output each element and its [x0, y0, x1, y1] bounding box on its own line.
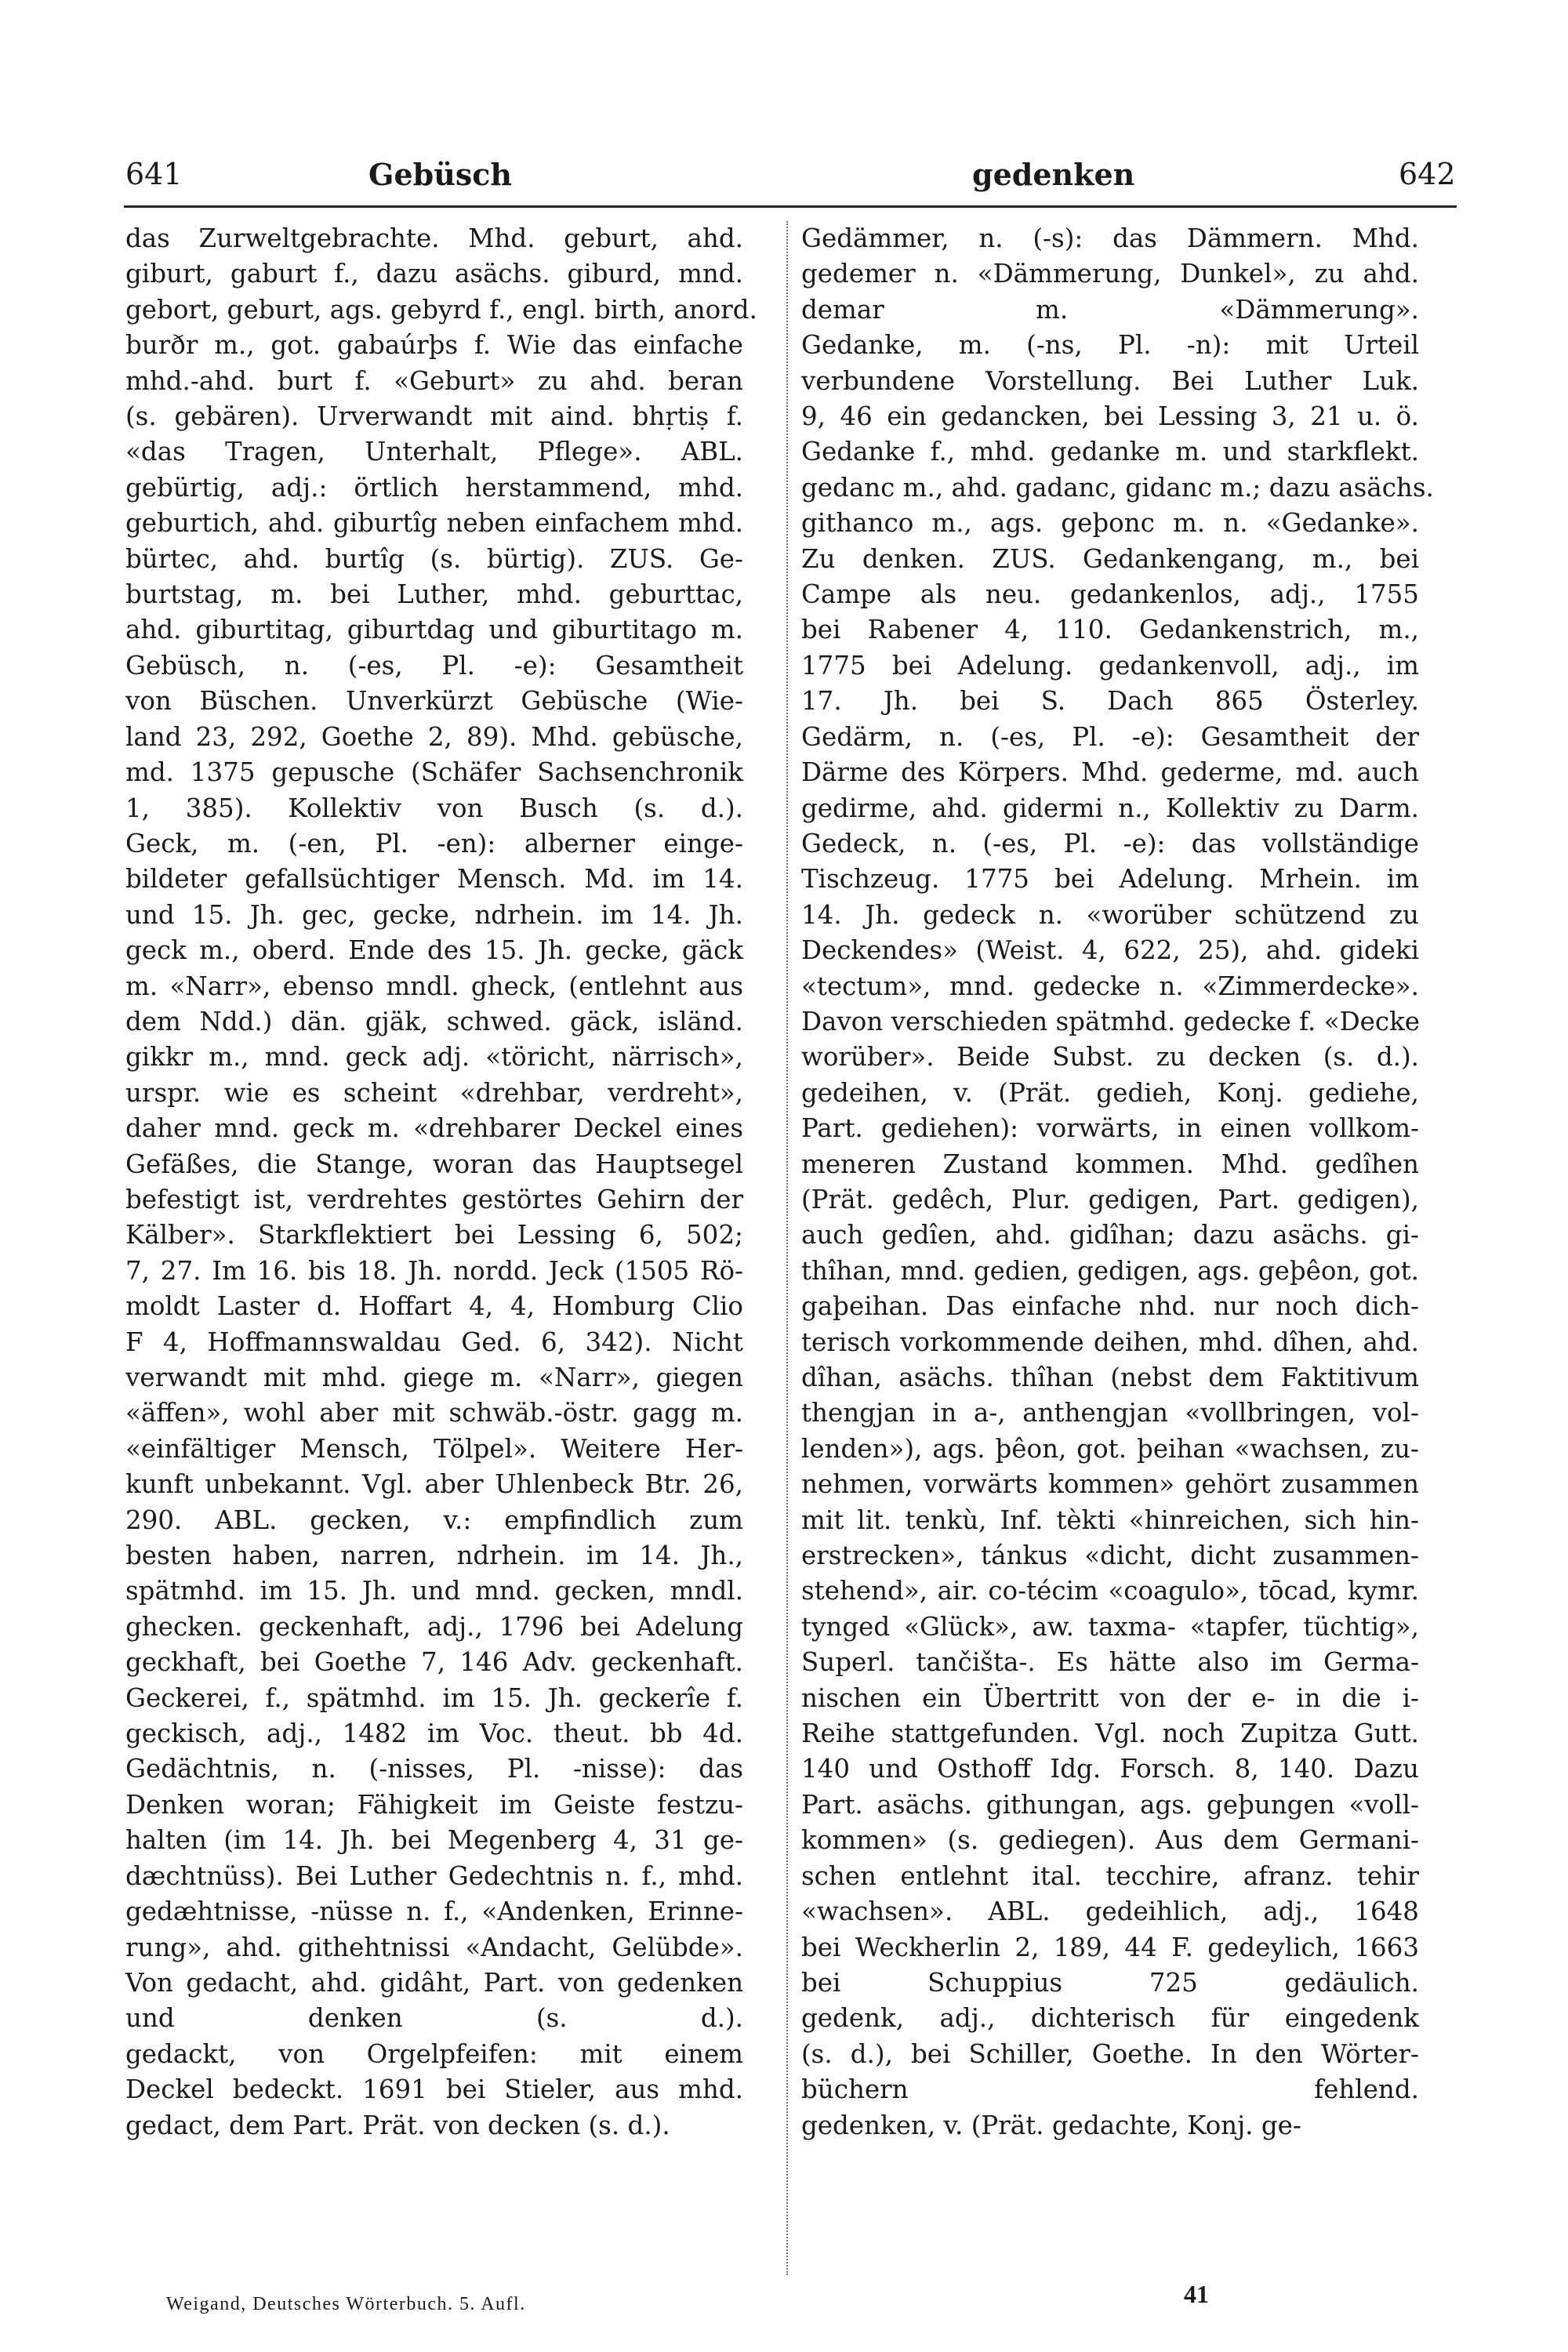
text-line: md. 1375 gepusche (Schäfer Sachsenchronik	[125, 757, 743, 788]
text-line: Geck, m. (-en, Pl. -en): alberner einge-	[125, 828, 743, 858]
text-line: Deckendes» (Weist. 4, 622, 25), ahd. gideki	[801, 935, 1419, 966]
footer-source: Weigand, Deutsches Wörterbuch. 5. Aufl.	[166, 2294, 526, 2314]
text-line: gedenk, adj., dichterisch für eingedenk	[801, 2003, 1419, 2034]
right-page-number: 642	[1399, 157, 1456, 191]
text-line: 290. ABL. gecken, v.: empfindlich zum	[125, 1504, 743, 1535]
text-line: «tectum», mnd. gedecke n. «Zimmerdecke».	[801, 971, 1419, 1001]
text-line: Gedanke, m. (-ns, Pl. -n): mit Urteil	[801, 330, 1419, 361]
text-line: Denken woran; Fähigkeit im Geiste festzu-	[125, 1789, 743, 1820]
left-page-number: 641	[125, 157, 183, 191]
text-line: dæchtnüss). Bei Luther Gedechtnis n. f., mhd.	[125, 1860, 743, 1891]
text-line: mit lit. tenkù, Inf. tèkti «hinreichen, sich hin-	[801, 1504, 1419, 1535]
text-line: urspr. wie es scheint «drehbar, verdreht»,	[125, 1077, 743, 1108]
text-line: Davon verschieden spätmhd. gedecke f. «Decke	[801, 1006, 1420, 1036]
text-line: nehmen, vorwärts kommen» gehört zusammen	[801, 1469, 1419, 1500]
text-line: giburt, gaburt f., dazu asächs. giburd, mnd.	[125, 259, 743, 289]
text-line: gebürtig, adj.: örtlich herstammend, mhd.	[125, 472, 743, 503]
header-rule	[124, 205, 1457, 208]
text-line: Gedeck, n. (-es, Pl. -e): das vollständige	[801, 828, 1419, 858]
text-line: geckisch, adj., 1482 im Voc. theut. bb 4d.	[125, 1719, 743, 1749]
text-line: «das Tragen, Unterhalt, Pflege». ABL.	[125, 437, 743, 467]
text-line: Kälber». Starkflektiert bei Lessing 6, 502;	[125, 1220, 743, 1250]
text-line: Gedärm, n. (-es, Pl. -e): Gesamtheit der	[801, 721, 1419, 752]
text-line: halten (im 14. Jh. bei Megenberg 4, 31 ge-	[125, 1825, 743, 1856]
text-line: (s. d.), bei Schiller, Goethe. In den Wörter-	[801, 2038, 1419, 2069]
text-line: bei Weckherlin 2, 189, 44 F. gedeylich, 1663	[801, 1932, 1419, 1962]
text-line: ahd. giburtitag, giburtdag und giburtitago m.	[125, 615, 743, 645]
text-line: lenden»), ags. þêon, got. þeihan «wachsen, zu-	[801, 1433, 1419, 1464]
text-line: «einfältiger Mensch, Tölpel». Weitere Her-	[125, 1433, 743, 1464]
text-line: Von gedacht, ahd. gidâht, Part. von gedenken	[125, 1967, 743, 1998]
text-line: geck m., oberd. Ende des 15. Jh. gecke, gäck	[125, 935, 743, 966]
text-line: gedirme, ahd. gidermi n., Kollektiv zu Darm.	[801, 793, 1419, 823]
text-line: githanco m., ags. geþonc m. n. «Gedanke».	[801, 508, 1419, 539]
text-line: gebort, geburt, ags. gebyrd f., engl. birth, anord.	[125, 294, 757, 325]
text-line: 17. Jh. bei S. Dach 865 Österley.	[801, 686, 1419, 717]
text-line: schen entlehnt ital. tecchire, afranz. tehir	[801, 1860, 1419, 1891]
text-line: meneren Zustand kommen. Mhd. gedîhen	[801, 1149, 1419, 1179]
signature-mark: 41	[1184, 2280, 1209, 2308]
text-line: terisch vorkommende deihen, mhd. dîhen, ahd.	[801, 1327, 1419, 1357]
text-line: bildeter gefallsüchtiger Mensch. Md. im 14.	[125, 864, 743, 895]
text-line: nischen ein Übertritt von der e- in die i-	[801, 1682, 1419, 1713]
text-line: Därme des Körpers. Mhd. gederme, md. auch	[801, 757, 1419, 788]
text-line: (Prät. gedêch, Plur. gedigen, Part. gedigen),	[801, 1184, 1419, 1214]
text-line: das Zurweltgebrachte. Mhd. geburt, ahd.	[125, 223, 743, 253]
text-line: gedact, dem Part. Prät. von decken (s. d.).	[125, 2110, 670, 2140]
text-line: gedackt, von Orgelpfeifen: mit einem	[125, 2038, 743, 2069]
text-line: Campe als neu. gedankenlos, adj., 1755	[801, 579, 1419, 610]
column-separator	[786, 221, 788, 2275]
text-line: thîhan, mnd. gedien, gedigen, ags. geþêon, got.	[801, 1255, 1419, 1286]
text-line: Zu denken. ZUS. Gedankengang, m., bei	[801, 543, 1419, 574]
text-line: Superl. tančišta-. Es hätte also im Germa-	[801, 1647, 1419, 1678]
text-line: bei Schuppius 725 gedäulich.	[801, 1967, 1419, 1998]
text-line: gedanc m., ahd. gadanc, gidanc m.; dazu asächs.	[801, 472, 1434, 503]
text-line: kunft unbekannt. Vgl. aber Uhlenbeck Btr. 26,	[125, 1469, 743, 1500]
text-line: F 4, Hoffmannswaldau Ged. 6, 342). Nicht	[125, 1327, 743, 1357]
text-line: burðr m., got. gabaúrþs f. Wie das einfache	[125, 330, 743, 361]
text-line: geckhaft, bei Goethe 7, 146 Adv. geckenhaft.	[125, 1647, 743, 1678]
text-line: 1, 385). Kollektiv von Busch (s. d.).	[125, 793, 743, 823]
text-line: gikkr m., mnd. geck adj. «töricht, närrisch»,	[125, 1042, 743, 1073]
text-line: «äffen», wohl aber mit schwäb.-östr. gagg m.	[125, 1398, 743, 1428]
text-line: 140 und Osthoff Idg. Forsch. 8, 140. Dazu	[801, 1754, 1419, 1784]
text-line: Gebüsch, n. (-es, Pl. -e): Gesamtheit	[125, 650, 743, 681]
text-line: Reihe stattgefunden. Vgl. noch Zupitza Gutt.	[801, 1719, 1419, 1749]
text-line: Part. gediehen): vorwärts, in einen vollkom-	[801, 1113, 1419, 1144]
text-line: spätmhd. im 15. Jh. und mnd. gecken, mndl.	[125, 1576, 743, 1606]
text-line: m. «Narr», ebenso mndl. gheck, (entlehnt aus	[125, 971, 743, 1001]
text-line: demar m. «Dämmerung».	[801, 294, 1419, 325]
text-line: gedenken, v. (Prät. gedachte, Konj. ge-	[801, 2110, 1301, 2140]
text-line: (s. gebären). Urverwandt mit aind. bhṛtiṣ f.	[125, 401, 743, 432]
text-line: dem Ndd.) dän. gjäk, schwed. gäck, isländ.	[125, 1006, 743, 1036]
text-line: büchern fehlend.	[801, 2074, 1419, 2105]
text-line: gedæhtnisse, -nüsse n. f., «Andenken, Erinne-	[125, 1896, 743, 1927]
text-line: Gedämmer, n. (-s): das Dämmern. Mhd.	[801, 223, 1419, 253]
text-line: worüber». Beide Subst. zu decken (s. d.).	[801, 1042, 1419, 1073]
right-column	[801, 221, 1434, 2143]
text-line: erstrecken», tánkus «dicht, dicht zusammen-	[801, 1541, 1419, 1571]
text-line: bei Rabener 4, 110. Gedankenstrich, m.,	[801, 615, 1419, 645]
text-line: Geckerei, f., spätmhd. im 15. Jh. geckerîe f.	[125, 1682, 743, 1713]
text-line: 7, 27. Im 16. bis 18. Jh. nordd. Jeck (1505 Rö-	[125, 1255, 743, 1286]
left-column	[125, 221, 757, 2143]
text-line: Part. asächs. githungan, ags. geþungen «voll-	[801, 1789, 1419, 1820]
text-line: besten haben, narren, ndrhein. im 14. Jh.,	[125, 1541, 743, 1571]
text-line: Deckel bedeckt. 1691 bei Stieler, aus mhd.	[125, 2074, 743, 2105]
text-line: befestigt ist, verdrehtes gestörtes Gehirn der	[125, 1184, 743, 1214]
text-line: Tischzeug. 1775 bei Adelung. Mrhein. im	[801, 864, 1419, 895]
text-line: und 15. Jh. gec, gecke, ndrhein. im 14. Jh.	[125, 899, 743, 930]
text-line: kommen» (s. gediegen). Aus dem Germani-	[801, 1825, 1419, 1856]
text-line: burtstag, m. bei Luther, mhd. geburttac,	[125, 579, 743, 610]
text-line: bürtec, ahd. burtîg (s. bürtig). ZUS. Ge-	[125, 543, 743, 574]
text-line: gedemer n. «Dämmerung, Dunkel», zu ahd.	[801, 259, 1419, 289]
text-line: mhd.-ahd. burt f. «Geburt» zu ahd. beran	[125, 365, 743, 396]
text-line: ghecken. geckenhaft, adj., 1796 bei Adelung	[125, 1611, 743, 1642]
text-line: land 23, 292, Goethe 2, 89). Mhd. gebüsche,	[125, 721, 743, 752]
text-line: Gefäßes, die Stange, woran das Hauptsegel	[125, 1149, 743, 1179]
right-catchword: gedenken	[972, 157, 1135, 192]
text-line: von Büschen. Unverkürzt Gebüsche (Wie-	[125, 686, 743, 717]
text-line: verbundene Vorstellung. Bei Luther Luk.	[801, 365, 1419, 396]
text-line: «wachsen». ABL. gedeihlich, adj., 1648	[801, 1896, 1419, 1927]
text-line: Gedächtnis, n. (-nisses, Pl. -nisse): das	[125, 1754, 743, 1784]
text-line: gedeihen, v. (Prät. gedieh, Konj. gediehe,	[801, 1077, 1419, 1108]
left-catchword: Gebüsch	[368, 157, 512, 192]
text-line: rung», ahd. githehtnissi «Andacht, Gelübde».	[125, 1932, 743, 1962]
text-line: stehend», air. co-técim «coagulo», tōcad, kymr.	[801, 1576, 1419, 1606]
text-line: Gedanke f., mhd. gedanke m. und starkflekt.	[801, 437, 1419, 467]
text-line: dîhan, asächs. thîhan (nebst dem Faktitivum	[801, 1363, 1419, 1392]
text-line: tynged «Glück», aw. taxma- «tapfer, tüchtig»,	[801, 1611, 1419, 1642]
text-line: moldt Laster d. Hoffart 4, 4, Homburg Clio	[125, 1291, 743, 1322]
text-line: auch gedîen, ahd. gidîhan; dazu asächs. gi-	[801, 1220, 1419, 1250]
text-line: gaþeihan. Das einfache nhd. nur noch dich-	[801, 1291, 1419, 1322]
text-line: 1775 bei Adelung. gedankenvoll, adj., im	[801, 650, 1419, 681]
text-line: 14. Jh. gedeck n. «worüber schützend zu	[801, 899, 1419, 930]
text-line: verwandt mit mhd. giege m. «Narr», giegen	[125, 1363, 743, 1392]
text-line: thengjan in a-, anthengjan «vollbringen, vol-	[801, 1398, 1419, 1428]
text-line: geburtich, ahd. giburtîg neben einfachem mhd.	[125, 508, 743, 539]
text-line: 9, 46 ein gedancken, bei Lessing 3, 21 u. ö.	[801, 401, 1419, 432]
text-line: daher mnd. geck m. «drehbarer Deckel eines	[125, 1113, 743, 1144]
text-line: und denken (s. d.).	[125, 2003, 743, 2034]
